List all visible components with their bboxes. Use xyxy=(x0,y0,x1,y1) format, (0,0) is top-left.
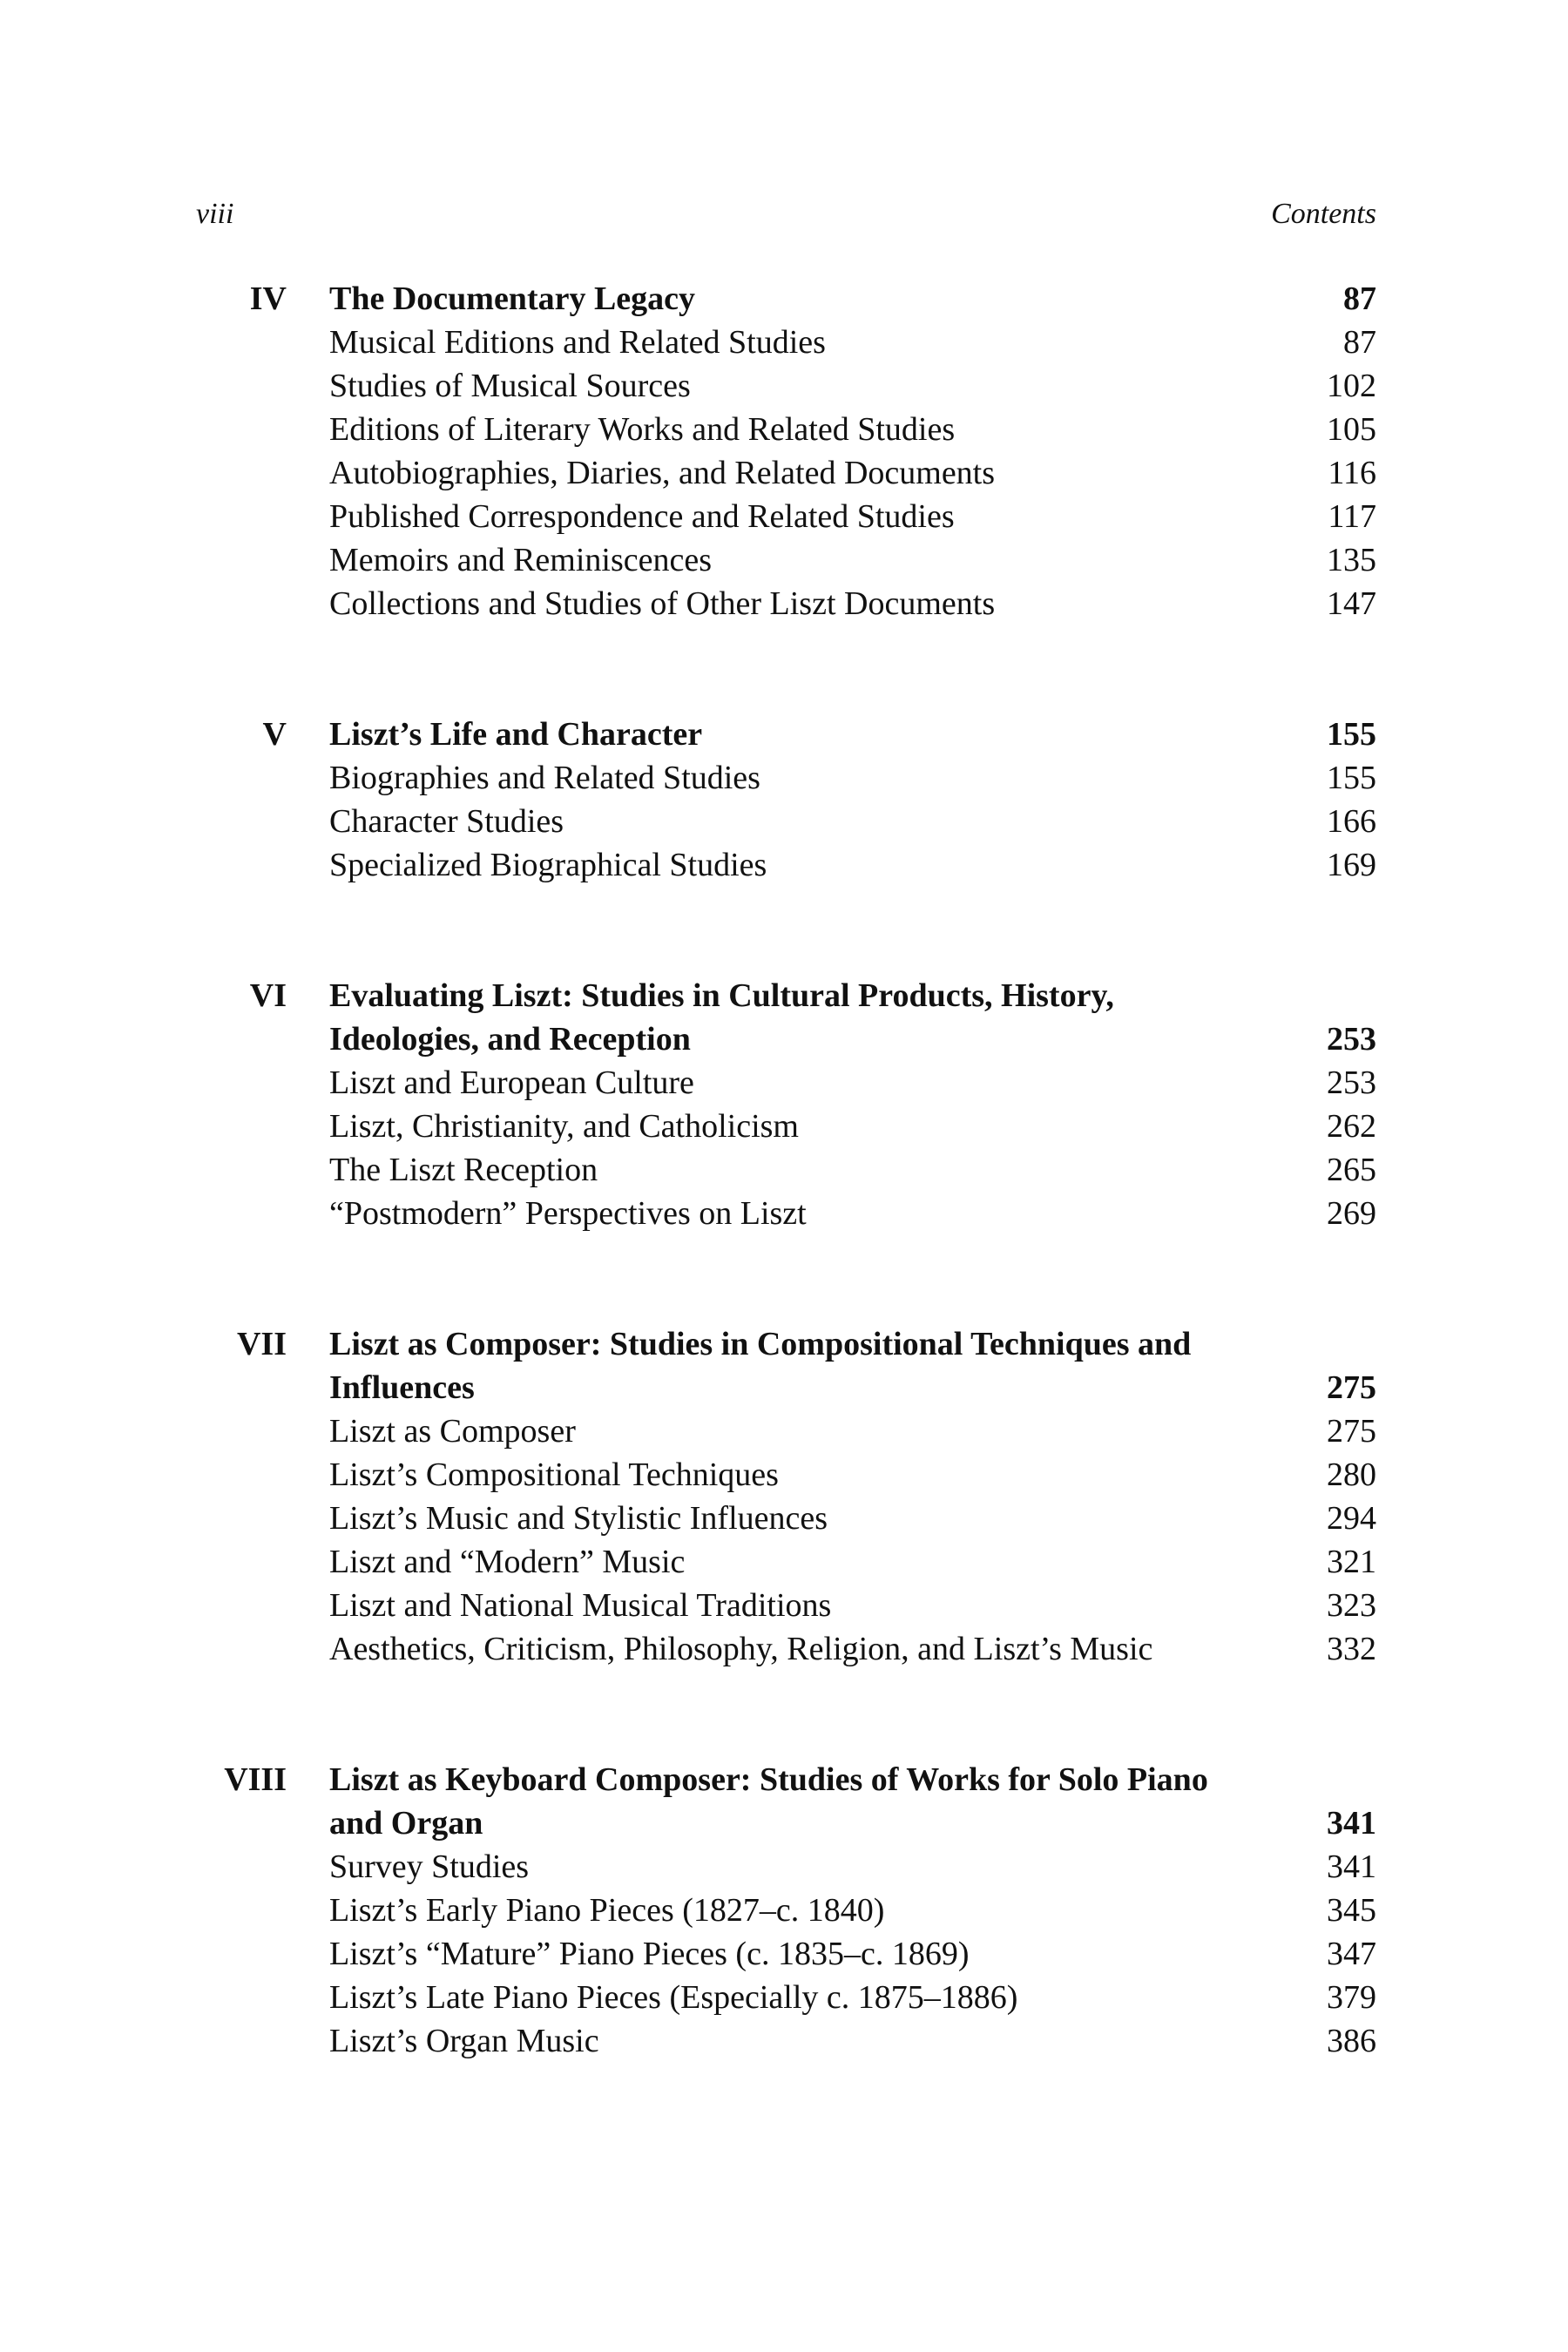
toc-entry[interactable] xyxy=(329,1540,1376,1584)
toc-entry[interactable] xyxy=(329,1497,1376,1540)
toc-entry[interactable] xyxy=(329,321,1376,364)
entry-page-number: 321 xyxy=(1327,1544,1376,1580)
chapter-title-row[interactable] xyxy=(329,277,1376,321)
toc-chapter xyxy=(196,713,1376,887)
chapter-page-number: 253 xyxy=(1327,1021,1376,1058)
entry-page-number: 253 xyxy=(1327,1064,1376,1101)
entry-label: Liszt as Composer xyxy=(329,1413,576,1450)
chapter-title: Influences xyxy=(329,1369,475,1406)
chapter-entries xyxy=(329,277,1376,625)
toc-chapter xyxy=(196,277,1376,625)
toc-entry[interactable] xyxy=(329,1889,1376,1932)
toc-entry[interactable] xyxy=(329,1061,1376,1105)
toc-entry[interactable] xyxy=(329,1192,1376,1235)
entry-page-number: 294 xyxy=(1327,1500,1376,1537)
entry-label: Liszt’s Early Piano Pieces (1827–c. 1840) xyxy=(329,1892,885,1929)
toc-entry[interactable] xyxy=(329,1453,1376,1497)
entry-page-number: 347 xyxy=(1327,1936,1376,1972)
entry-label: Published Correspondence and Related Studies xyxy=(329,498,955,535)
entry-label: Specialized Biographical Studies xyxy=(329,847,767,883)
entry-page-number: 116 xyxy=(1328,455,1376,491)
chapter-entries xyxy=(329,1322,1376,1671)
toc-chapter xyxy=(196,1758,1376,2063)
chapter-page-number: 87 xyxy=(1343,280,1376,317)
entry-page-number: 332 xyxy=(1327,1631,1376,1667)
entry-page-number: 379 xyxy=(1327,1979,1376,2016)
toc-chapter xyxy=(196,1322,1376,1671)
entry-page-number: 275 xyxy=(1327,1413,1376,1450)
entry-label: Biographies and Related Studies xyxy=(329,760,760,796)
entry-page-number: 155 xyxy=(1327,760,1376,796)
entry-label: Liszt and European Culture xyxy=(329,1064,694,1101)
chapter-title: The Documentary Legacy xyxy=(329,280,696,317)
chapter-numeral: IV xyxy=(249,280,287,317)
chapter-title: and Organ xyxy=(329,1805,483,1842)
chapter-title-line: Liszt as Keyboard Composer: Studies of Works for Solo Piano xyxy=(329,1761,1208,1798)
entry-page-number: 265 xyxy=(1327,1152,1376,1188)
entry-label: The Liszt Reception xyxy=(329,1152,598,1188)
chapter-numeral: V xyxy=(262,716,287,753)
toc-entry[interactable] xyxy=(329,451,1376,495)
toc-entry[interactable] xyxy=(329,408,1376,451)
toc-entry[interactable] xyxy=(329,1105,1376,1148)
toc-entry[interactable] xyxy=(329,1932,1376,1976)
entry-page-number: 135 xyxy=(1327,542,1376,578)
chapter-title-row[interactable] xyxy=(329,1017,1376,1061)
entry-page-number: 87 xyxy=(1343,324,1376,361)
entry-label: Liszt’s Late Piano Pieces (Especially c. 1875–1886) xyxy=(329,1979,1018,2016)
toc-entry[interactable] xyxy=(329,756,1376,800)
chapter-numeral: VII xyxy=(236,1326,287,1362)
entry-page-number: 105 xyxy=(1327,411,1376,448)
chapter-entries xyxy=(329,974,1376,1235)
entry-label: Liszt, Christianity, and Catholicism xyxy=(329,1108,799,1145)
chapter-numeral: VI xyxy=(249,977,287,1014)
chapter-title-row[interactable] xyxy=(329,713,1376,756)
chapter-title: Liszt’s Life and Character xyxy=(329,716,703,753)
entry-label: “Postmodern” Perspectives on Liszt xyxy=(329,1195,807,1232)
toc-entry[interactable] xyxy=(329,1409,1376,1453)
entry-label: Survey Studies xyxy=(329,1848,530,1885)
toc-entry[interactable] xyxy=(329,1976,1376,2019)
chapter-page-number: 275 xyxy=(1327,1369,1376,1406)
toc-entry[interactable] xyxy=(329,843,1376,887)
running-title: Contents xyxy=(1271,198,1376,230)
entry-page-number: 169 xyxy=(1327,847,1376,883)
chapter-title-row[interactable] xyxy=(329,1366,1376,1409)
entry-label: Aesthetics, Criticism, Philosophy, Religion, and Liszt’s Music xyxy=(329,1631,1153,1667)
entry-page-number: 280 xyxy=(1327,1456,1376,1493)
chapter-entries xyxy=(329,713,1376,887)
entry-label: Liszt and “Modern” Music xyxy=(329,1544,686,1580)
chapter-title-line: Liszt as Composer: Studies in Compositional Techniques and xyxy=(329,1326,1192,1362)
entry-page-number: 102 xyxy=(1327,368,1376,404)
entry-page-number: 323 xyxy=(1327,1587,1376,1624)
chapter-entries xyxy=(329,1758,1376,2063)
toc-entry[interactable] xyxy=(329,364,1376,408)
entry-label: Editions of Literary Works and Related Studies xyxy=(329,411,956,448)
entry-label: Liszt and National Musical Traditions xyxy=(329,1587,832,1624)
page-number: viii xyxy=(196,198,234,230)
toc-entry[interactable] xyxy=(329,1148,1376,1192)
entry-label: Liszt’s Organ Music xyxy=(329,2023,599,2059)
entry-label: Collections and Studies of Other Liszt Documents xyxy=(329,585,996,622)
chapter-page-number: 341 xyxy=(1327,1805,1376,1842)
toc-entry[interactable] xyxy=(329,800,1376,843)
entry-page-number: 341 xyxy=(1327,1848,1376,1885)
entry-page-number: 147 xyxy=(1327,585,1376,622)
toc-entry[interactable] xyxy=(329,2019,1376,2063)
chapter-page-number: 155 xyxy=(1327,716,1376,753)
entry-page-number: 345 xyxy=(1327,1892,1376,1929)
toc-chapter xyxy=(196,974,1376,1235)
entry-page-number: 386 xyxy=(1327,2023,1376,2059)
toc-entry[interactable] xyxy=(329,1845,1376,1889)
entry-label: Autobiographies, Diaries, and Related Documents xyxy=(329,455,996,491)
entry-label: Liszt’s Music and Stylistic Influences xyxy=(329,1500,828,1537)
toc-entry[interactable] xyxy=(329,495,1376,538)
toc-entry[interactable] xyxy=(329,1584,1376,1627)
entry-page-number: 269 xyxy=(1327,1195,1376,1232)
entry-label: Memoirs and Reminiscences xyxy=(329,542,713,578)
entry-label: Musical Editions and Related Studies xyxy=(329,324,826,361)
toc-entry[interactable] xyxy=(329,1627,1376,1671)
entry-page-number: 166 xyxy=(1327,803,1376,840)
toc-entry[interactable] xyxy=(329,582,1376,625)
entry-label: Liszt’s Compositional Techniques xyxy=(329,1456,779,1493)
chapter-title: Ideologies, and Reception xyxy=(329,1021,691,1058)
chapter-numeral: VIII xyxy=(224,1761,287,1798)
toc-entry[interactable] xyxy=(329,538,1376,582)
table-of-contents xyxy=(196,277,1376,2150)
chapter-title-line: Evaluating Liszt: Studies in Cultural Products, History, xyxy=(329,977,1114,1014)
entry-label: Liszt’s “Mature” Piano Pieces (c. 1835–c. 1869) xyxy=(329,1936,970,1972)
entry-label: Character Studies xyxy=(329,803,564,840)
entry-label: Studies of Musical Sources xyxy=(329,368,691,404)
entry-page-number: 117 xyxy=(1328,498,1376,535)
chapter-title-row[interactable] xyxy=(329,1801,1376,1845)
entry-page-number: 262 xyxy=(1327,1108,1376,1145)
